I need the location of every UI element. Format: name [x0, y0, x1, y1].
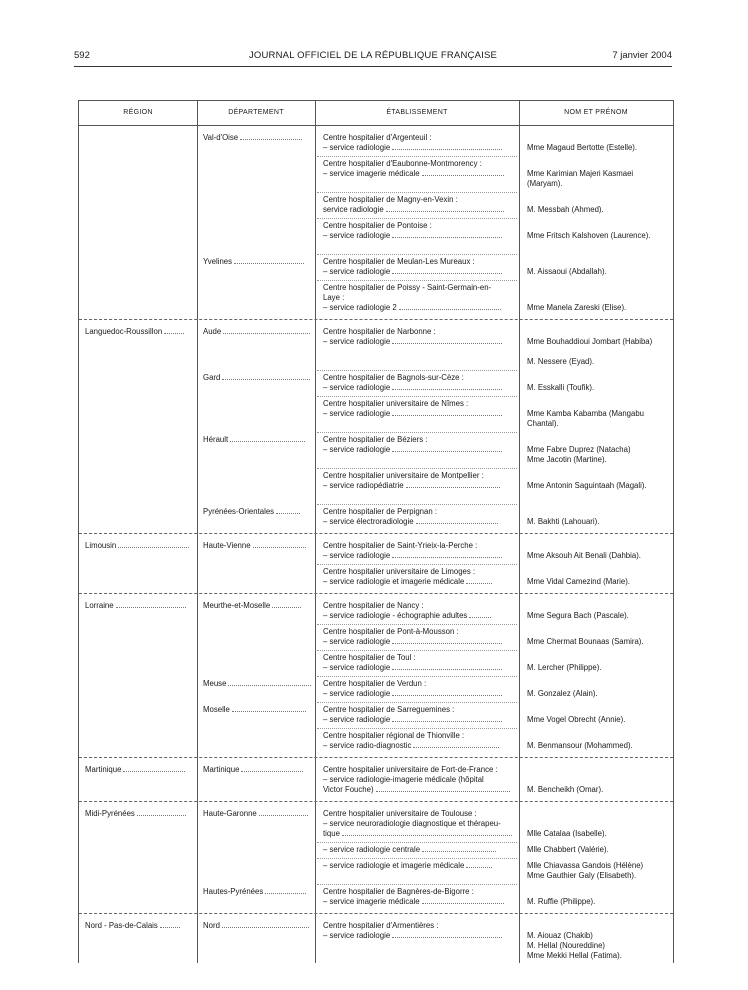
- etablissement-line: [323, 133, 519, 143]
- etablissement-text: Centre hospitalier de Pontoise :: [323, 221, 432, 230]
- etablissement-line: [323, 169, 519, 179]
- etablissement-line: [323, 921, 519, 931]
- person-name: Mme Kamba Kabamba (Mangabu Chantal).: [527, 409, 645, 428]
- dot-leader: [413, 741, 499, 748]
- person-name: Mme Mekki Hellal (Fatima).: [527, 951, 622, 960]
- etablissement-line: [323, 481, 519, 491]
- region-label: Midi-Pyrénées: [85, 809, 135, 818]
- region-separator: [79, 801, 673, 802]
- etablissement-text: – service radiologie et imagerie médicale: [323, 577, 465, 586]
- person-name: Mme Aksouh Ait Benali (Dahbia).: [527, 551, 641, 560]
- etablissement-text: – service radiologie - échographie adultes: [323, 611, 468, 620]
- etablissement-line: [323, 303, 519, 313]
- etablissement-line: [323, 293, 519, 303]
- region-separator: [79, 533, 673, 534]
- etablissement-text: – service radiologie: [323, 715, 391, 724]
- dot-leader: [276, 507, 300, 514]
- region-name: [85, 541, 193, 551]
- column-divider: [315, 101, 316, 963]
- departement-name: [203, 257, 311, 267]
- etablissement-text: – service radiologie et imagerie médicale: [323, 861, 465, 870]
- dot-leader: [392, 143, 502, 150]
- etablissement-line: [323, 611, 519, 621]
- etablissement-line: [323, 283, 519, 293]
- dot-leader: [392, 689, 502, 696]
- page-header: [74, 48, 672, 64]
- person-name: M. Benmansour (Mohammed).: [527, 741, 633, 750]
- etablissement-line: [323, 143, 519, 153]
- etablissement-text: Centre hospitalier de Pont-à-Mousson :: [323, 627, 459, 636]
- etablissement-text: Laye :: [323, 293, 345, 302]
- etablissement-text: Centre hospitalier de Verdun :: [323, 679, 427, 688]
- dot-leader: [392, 715, 502, 722]
- departement-label: Val-d'Oise: [203, 133, 239, 142]
- etablissement-line: [323, 653, 519, 663]
- etablissement-line: [323, 775, 519, 785]
- etablissement-text: Centre hospitalier universitaire de Montpellier :: [323, 471, 484, 480]
- etablissement-text: Centre hospitalier de Sarreguemines :: [323, 705, 455, 714]
- etablissement-text: Centre hospitalier de Bagnères-de-Bigorre :: [323, 887, 474, 896]
- dot-leader: [469, 611, 491, 618]
- etablissement-line: [323, 327, 519, 337]
- person-name: Mlle Chabbert (Valérie).: [527, 845, 609, 854]
- dot-leader: [230, 435, 305, 442]
- departement-name: [203, 809, 311, 819]
- dot-leader: [376, 785, 510, 792]
- dot-leader: [392, 551, 502, 558]
- dot-leader: [265, 887, 306, 894]
- dot-leader: [160, 921, 180, 928]
- departement-label: Pyrénées-Orientales: [203, 507, 275, 516]
- dot-leader: [164, 327, 184, 334]
- dot-leader: [228, 679, 311, 686]
- etablissement-line: [323, 551, 519, 561]
- etablissement-text: – service radiologie 2: [323, 303, 397, 312]
- entry-separator: [317, 396, 517, 397]
- etablissement-line: [323, 809, 519, 819]
- person-name: M. Hellal (Noureddine): [527, 941, 605, 950]
- entry-separator: [317, 858, 517, 859]
- column-divider: [197, 101, 198, 963]
- etablissement-line: [323, 829, 519, 839]
- departement-label: Aude: [203, 327, 222, 336]
- departement-name: [203, 435, 311, 445]
- etablissement-text: Victor Fouche): [323, 785, 374, 794]
- appointments-table: [78, 100, 674, 963]
- departement-label: Gard: [203, 373, 221, 382]
- dot-leader: [222, 373, 309, 380]
- etablissement-line: [323, 231, 519, 241]
- region-label: Languedoc-Roussillon: [85, 327, 163, 336]
- departement-name: [203, 679, 311, 689]
- etablissement-text: – service radiologie-imagerie médicale (hôpital: [323, 775, 484, 784]
- departement-label: Meuse: [203, 679, 227, 688]
- region-label: Martinique: [85, 765, 122, 774]
- etablissement-line: [323, 445, 519, 455]
- etablissement-line: [323, 567, 519, 577]
- dot-leader: [116, 601, 186, 608]
- etablissement-line: [323, 435, 519, 445]
- etablissement-line: [323, 541, 519, 551]
- person-name: Mme Karimian Majeri Kasmaei (Maryam).: [527, 169, 634, 188]
- etablissement-text: – service radiologie: [323, 445, 391, 454]
- etablissement-text: Centre hospitalier universitaire de Limoges :: [323, 567, 476, 576]
- person-name: M. Esskalli (Toufik).: [527, 383, 595, 392]
- etablissement-text: Centre hospitalier de Narbonne :: [323, 327, 436, 336]
- departement-label: Nord: [203, 921, 220, 930]
- etablissement-line: [323, 897, 519, 907]
- dot-leader: [392, 931, 502, 938]
- entry-separator: [317, 254, 517, 255]
- etablissement-text: Centre hospitalier de Toul :: [323, 653, 416, 662]
- etablissement-text: – service radiologie: [323, 143, 391, 152]
- person-name: Mme Gauthier Galy (Elisabeth).: [527, 871, 637, 880]
- etablissement-line: [323, 399, 519, 409]
- entry-separator: [317, 280, 517, 281]
- etablissement-text: – service radiologie centrale: [323, 845, 421, 854]
- person-name: Mme Vogel Obrecht (Annie).: [527, 715, 626, 724]
- etablissement-text: – service radiologie: [323, 637, 391, 646]
- entry-separator: [317, 564, 517, 565]
- person-name: Mme Vidal Camezind (Marie).: [527, 577, 630, 586]
- departement-label: Yvelines: [203, 257, 233, 266]
- person-name: Mme Segura Bach (Pascale).: [527, 611, 629, 620]
- dot-leader: [223, 327, 310, 334]
- etablissement-text: – service radiologie: [323, 337, 391, 346]
- entry-separator: [317, 702, 517, 703]
- dot-leader: [137, 809, 186, 816]
- departement-label: Moselle: [203, 705, 230, 714]
- entry-separator: [317, 468, 517, 469]
- person-name: Mme Chermat Bounaas (Samira).: [527, 637, 644, 646]
- etablissement-text: – service imagerie médicale: [323, 169, 420, 178]
- dot-leader: [422, 845, 496, 852]
- region-name: [85, 601, 193, 611]
- person-name: Mme Fabre Duprez (Natacha): [527, 445, 631, 454]
- departement-label: Haute-Garonne: [203, 809, 257, 818]
- region-label: Limousin: [85, 541, 117, 550]
- dot-leader: [422, 169, 504, 176]
- person-name: Mme Fritsch Kalshoven (Laurence).: [527, 231, 651, 240]
- person-name: M. Ruffie (Philippe).: [527, 897, 596, 906]
- etablissement-text: – service imagerie médicale: [323, 897, 420, 906]
- etablissement-line: [323, 819, 519, 829]
- dot-leader: [406, 481, 500, 488]
- etablissement-line: [323, 689, 519, 699]
- dot-leader: [342, 829, 512, 836]
- page-number: 592: [74, 50, 90, 61]
- header-rule: [74, 66, 672, 67]
- etablissement-line: [323, 679, 519, 689]
- entry-separator: [317, 884, 517, 885]
- etablissement-line: [323, 383, 519, 393]
- etablissement-line: [323, 159, 519, 169]
- dot-leader: [416, 517, 498, 524]
- person-name: Mlle Catalaa (Isabelle).: [527, 829, 607, 838]
- etablissement-line: [323, 931, 519, 941]
- etablissement-line: [323, 765, 519, 775]
- column-header-region: RÉGION: [79, 101, 197, 126]
- etablissement-line: [323, 741, 519, 751]
- person-name: M. Gonzalez (Alain).: [527, 689, 598, 698]
- etablissement-line: [323, 373, 519, 383]
- etablissement-text: – service radiologie: [323, 931, 391, 940]
- region-label: Nord - Pas-de-Calais: [85, 921, 158, 930]
- region-name: [85, 809, 193, 819]
- dot-leader: [392, 231, 502, 238]
- region-separator: [79, 913, 673, 914]
- etablissement-text: Centre hospitalier de Saint-Yrieix-la-Perche :: [323, 541, 478, 550]
- etablissement-line: [323, 785, 519, 795]
- etablissement-text: – service radiologie: [323, 663, 391, 672]
- etablissement-line: [323, 731, 519, 741]
- etablissement-text: – service radiologie: [323, 267, 391, 276]
- departement-name: [203, 541, 311, 551]
- entry-separator: [317, 504, 517, 505]
- departement-name: [203, 887, 311, 897]
- etablissement-line: [323, 577, 519, 587]
- entry-separator: [317, 624, 517, 625]
- column-divider: [519, 101, 520, 963]
- etablissement-text: Centre hospitalier de Bagnols-sur-Cèze :: [323, 373, 464, 382]
- entry-separator: [317, 218, 517, 219]
- person-name: M. Bencheikh (Omar).: [527, 785, 604, 794]
- person-name: M. Aissaoui (Abdallah).: [527, 267, 607, 276]
- dot-leader: [232, 705, 307, 712]
- etablissement-text: – service radiologie: [323, 689, 391, 698]
- dot-leader: [272, 601, 300, 608]
- dot-leader: [392, 267, 502, 274]
- etablissement-text: – service neuroradiologie diagnostique et thérapeu-: [323, 819, 501, 828]
- departement-label: Martinique: [203, 765, 240, 774]
- dot-leader: [123, 765, 185, 772]
- region-name: [85, 921, 193, 931]
- dot-leader: [234, 257, 304, 264]
- etablissement-text: tique: [323, 829, 340, 838]
- etablissement-text: Centre hospitalier d'Eaubonne-Montmorency :: [323, 159, 482, 168]
- person-name: Mme Antonin Saguintaah (Magali).: [527, 481, 647, 490]
- etablissement-line: [323, 887, 519, 897]
- region-separator: [79, 593, 673, 594]
- dot-leader: [222, 921, 309, 928]
- departement-name: [203, 507, 311, 517]
- entry-separator: [317, 650, 517, 651]
- region-separator: [79, 319, 673, 320]
- dot-leader: [118, 541, 188, 548]
- journal-title: JOURNAL OFFICIEL DE LA RÉPUBLIQUE FRANÇAISE: [248, 50, 498, 61]
- etablissement-text: – service radiologie: [323, 409, 391, 418]
- departement-name: [203, 133, 311, 143]
- etablissement-line: [323, 517, 519, 527]
- departement-label: Meurthe-et-Moselle: [203, 601, 271, 610]
- etablissement-text: Centre hospitalier de Meulan-Les Mureaux :: [323, 257, 475, 266]
- etablissement-line: [323, 861, 519, 871]
- region-separator: [79, 757, 673, 758]
- person-name: Mme Jacotin (Martine).: [527, 455, 607, 464]
- etablissement-line: [323, 507, 519, 517]
- etablissement-line: [323, 627, 519, 637]
- departement-name: [203, 601, 311, 611]
- etablissement-text: Centre hospitalier de Nancy :: [323, 601, 424, 610]
- etablissement-text: – service radiopédiatrie: [323, 481, 404, 490]
- entry-separator: [317, 370, 517, 371]
- dot-leader: [386, 205, 504, 212]
- etablissement-text: Centre hospitalier universitaire de Toulouse :: [323, 809, 477, 818]
- publication-date: 7 janvier 2004: [612, 50, 672, 61]
- departement-name: [203, 765, 311, 775]
- departement-label: Hautes-Pyrénées: [203, 887, 264, 896]
- dot-leader: [466, 861, 492, 868]
- etablissement-text: Centre hospitalier d'Armentières :: [323, 921, 439, 930]
- dot-leader: [253, 541, 307, 548]
- dot-leader: [392, 337, 502, 344]
- etablissement-text: Centre hospitalier d'Argenteuil :: [323, 133, 432, 142]
- entry-separator: [317, 842, 517, 843]
- person-name: M. Messbah (Ahmed).: [527, 205, 604, 214]
- person-name: Mme Manela Zareski (Elise).: [527, 303, 627, 312]
- departement-name: [203, 921, 311, 931]
- entry-separator: [317, 676, 517, 677]
- etablissement-line: [323, 195, 519, 205]
- etablissement-text: – service radiologie: [323, 551, 391, 560]
- departement-label: Haute-Vienne: [203, 541, 251, 550]
- column-header-departement: DÉPARTEMENT: [197, 101, 315, 126]
- etablissement-text: service radiologie: [323, 205, 384, 214]
- etablissement-text: Centre hospitalier de Perpignan :: [323, 507, 437, 516]
- etablissement-text: – service radiologie: [323, 231, 391, 240]
- entry-separator: [317, 192, 517, 193]
- dot-leader: [259, 809, 308, 816]
- dot-leader: [392, 445, 502, 452]
- etablissement-line: [323, 337, 519, 347]
- person-name: M. Aiouaz (Chakib): [527, 931, 593, 940]
- etablissement-line: [323, 601, 519, 611]
- entry-separator: [317, 156, 517, 157]
- etablissement-text: Centre hospitalier universitaire de Nîmes :: [323, 399, 469, 408]
- dot-leader: [422, 897, 504, 904]
- etablissement-text: Centre hospitalier universitaire de Fort-de-France :: [323, 765, 498, 774]
- etablissement-line: [323, 205, 519, 215]
- entry-separator: [317, 432, 517, 433]
- entry-separator: [317, 728, 517, 729]
- person-name: Mme Magaud Bertotte (Estelle).: [527, 143, 638, 152]
- region-name: [85, 327, 193, 337]
- etablissement-text: Centre hospitalier de Béziers :: [323, 435, 428, 444]
- etablissement-line: [323, 471, 519, 481]
- dot-leader: [392, 409, 502, 416]
- etablissement-text: Centre hospitalier régional de Thionville :: [323, 731, 465, 740]
- etablissement-text: Centre hospitalier de Poissy - Saint-Germain-en-: [323, 283, 492, 292]
- region-name: [85, 765, 193, 775]
- etablissement-text: Centre hospitalier de Magny-en-Vexin :: [323, 195, 458, 204]
- dot-leader: [399, 303, 501, 310]
- column-header-etablissement: ÉTABLISSEMENT: [315, 101, 519, 126]
- person-name: Mlle Chiavassa Gandois (Hélène): [527, 861, 644, 870]
- etablissement-line: [323, 715, 519, 725]
- person-name: M. Bakhti (Lahouari).: [527, 517, 600, 526]
- person-name: Mme Bouhaddioui Jombart (Habiba): [527, 337, 653, 346]
- departement-name: [203, 327, 311, 337]
- dot-leader: [241, 765, 303, 772]
- dot-leader: [392, 663, 502, 670]
- etablissement-text: – service radio-diagnostic: [323, 741, 412, 750]
- etablissement-line: [323, 845, 519, 855]
- dot-leader: [392, 383, 502, 390]
- dot-leader: [466, 577, 492, 584]
- etablissement-line: [323, 705, 519, 715]
- etablissement-line: [323, 267, 519, 277]
- region-label: Lorraine: [85, 601, 114, 610]
- etablissement-line: [323, 663, 519, 673]
- dot-leader: [392, 637, 502, 644]
- etablissement-line: [323, 409, 519, 419]
- departement-label: Hérault: [203, 435, 229, 444]
- etablissement-text: – service électroradiologie: [323, 517, 414, 526]
- person-name: M. Nessere (Eyad).: [527, 357, 595, 366]
- person-name: M. Lercher (Philippe).: [527, 663, 602, 672]
- departement-name: [203, 705, 311, 715]
- departement-name: [203, 373, 311, 383]
- etablissement-line: [323, 637, 519, 647]
- dot-leader: [240, 133, 302, 140]
- etablissement-text: – service radiologie: [323, 383, 391, 392]
- etablissement-line: [323, 257, 519, 267]
- etablissement-line: [323, 221, 519, 231]
- column-header-nom: NOM ET PRÉNOM: [519, 101, 673, 126]
